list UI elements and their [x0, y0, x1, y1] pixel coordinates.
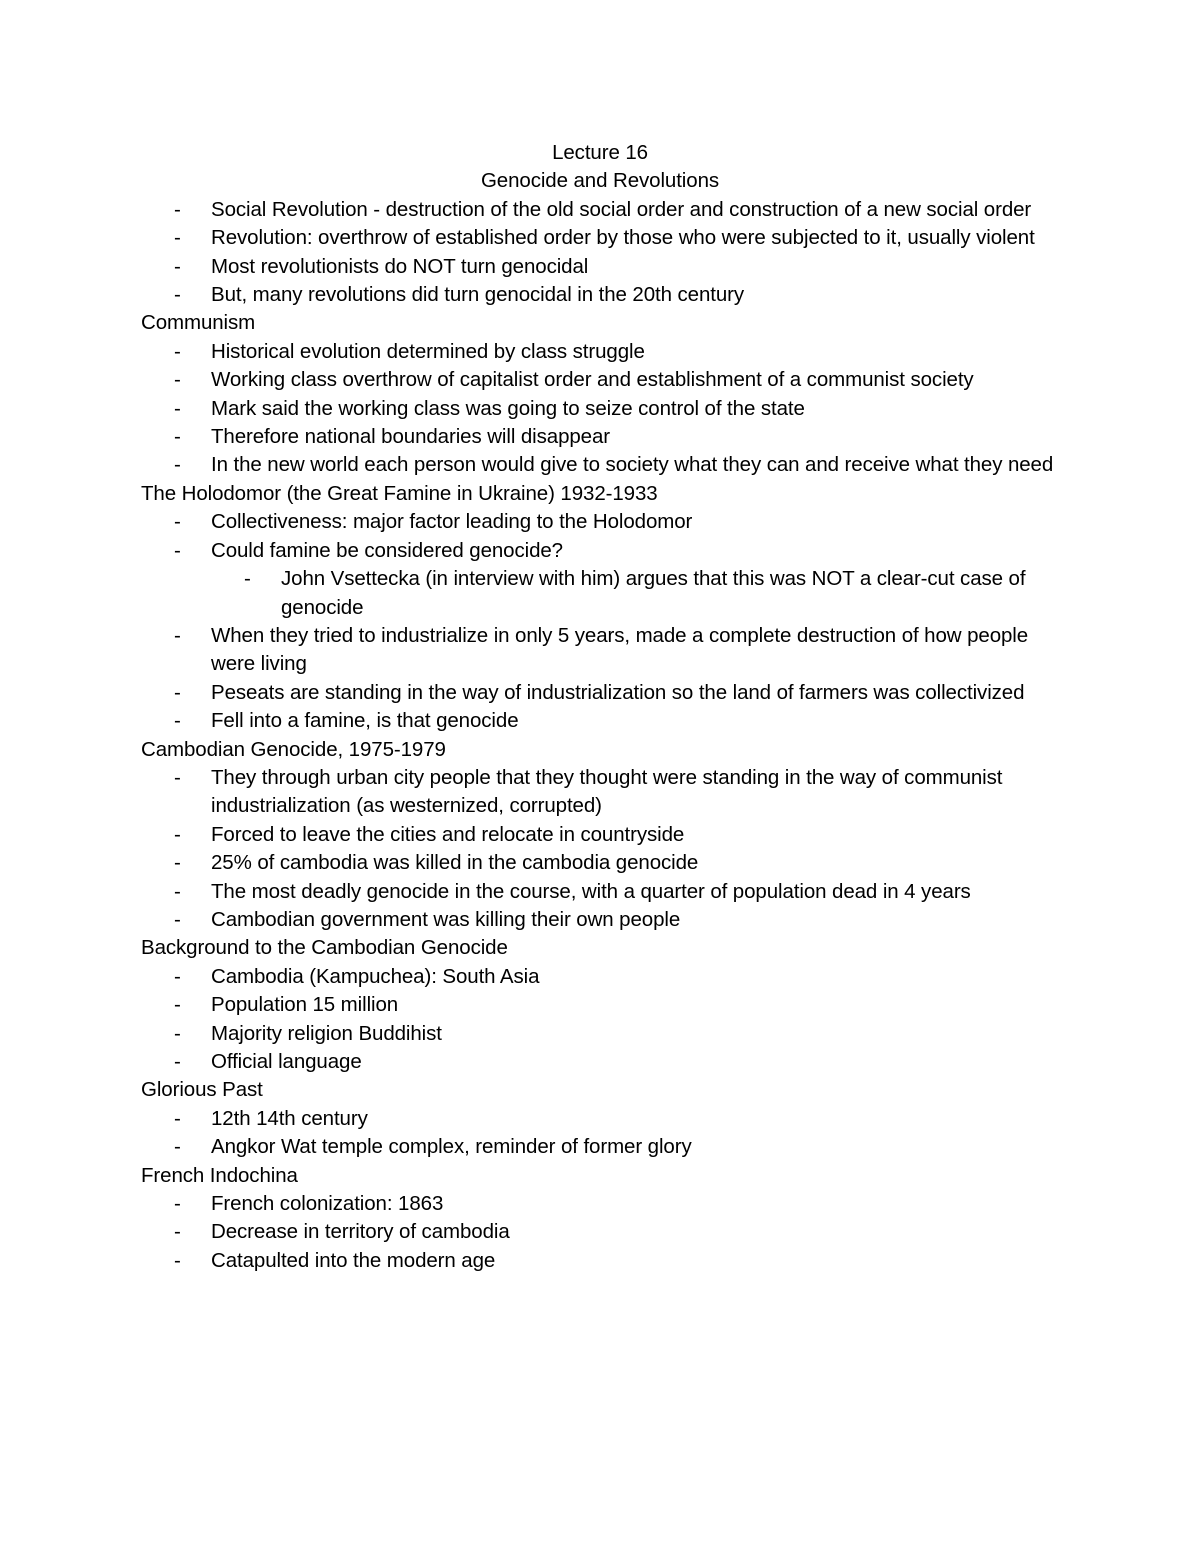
- bullet-dash: -: [174, 1220, 181, 1244]
- bullet-dash: -: [244, 567, 251, 591]
- bullet-dash: -: [174, 396, 181, 420]
- bullet-dash: -: [174, 907, 181, 931]
- bullet-text: Catapulted into the modern age: [211, 1248, 496, 1272]
- bullet-item: [141, 679, 1071, 707]
- section-bullet-list: [141, 963, 1071, 1077]
- bullet-item: [141, 395, 1071, 423]
- bullet-item: [141, 764, 1071, 821]
- document-title: Lecture 16: [552, 141, 648, 164]
- bullet-dash: -: [174, 765, 181, 789]
- bullet-item: [141, 366, 1071, 394]
- bullet-dash: -: [174, 368, 181, 392]
- bullet-dash: -: [174, 226, 181, 250]
- section-bullet-list: [141, 1105, 1071, 1162]
- bullet-text: Historical evolution determined by class struggle: [211, 339, 645, 363]
- bullet-item: [141, 1048, 1071, 1076]
- bullet-text: Social Revolution - destruction of the old social order and construction of a new social order: [211, 197, 1032, 221]
- sub-bullet-item: [211, 565, 1071, 622]
- bullet-text: The most deadly genocide in the course, with a quarter of population dead in 4 years: [211, 879, 971, 903]
- bullet-item: [141, 1247, 1071, 1275]
- bullet-dash: -: [174, 339, 181, 363]
- section-heading: Communism: [141, 311, 256, 335]
- bullet-text: Most revolutionists do NOT turn genocidal: [211, 254, 589, 278]
- bullet-text: Fell into a famine, is that genocide: [211, 709, 519, 733]
- document-subtitle: Genocide and Revolutions: [480, 169, 720, 193]
- section-heading: French Indochina: [141, 1163, 298, 1187]
- bullet-dash: -: [174, 1192, 181, 1216]
- section-bullet-list: [141, 338, 1071, 480]
- bullet-item: [141, 451, 1071, 479]
- bullet-dash: -: [174, 283, 181, 307]
- section-heading: Cambodian Genocide, 1975-1979: [141, 737, 446, 761]
- bullet-item: [141, 1105, 1071, 1133]
- bullet-item: [141, 196, 1071, 224]
- bullet-text: Could famine be considered genocide?: [211, 538, 563, 562]
- bullet-text: Working class overthrow of capitalist order and establishment of a communist society: [211, 368, 974, 392]
- bullet-dash: -: [174, 1106, 181, 1130]
- bullet-dash: -: [174, 1248, 181, 1272]
- sub-bullet-list: [211, 565, 1071, 622]
- bullet-text: Cambodian government was killing their own people: [211, 907, 681, 931]
- bullet-text: Decrease in territory of cambodia: [211, 1220, 510, 1244]
- bullet-text: In the new world each person would give to society what they can and receive what they need: [211, 453, 1054, 477]
- bullet-item: [141, 878, 1071, 906]
- bullet-text: When they tried to industrialize in only 5 years, made a complete destruction of how people were living: [211, 623, 1029, 676]
- section-heading: Glorious Past: [141, 1078, 263, 1102]
- bullet-dash: -: [174, 538, 181, 562]
- bullet-text: Collectiveness: major factor leading to the Holodomor: [211, 510, 693, 534]
- bullet-item: [141, 224, 1071, 252]
- bullet-text: Cambodia (Kampuchea): South Asia: [211, 964, 540, 988]
- bullet-dash: -: [174, 879, 181, 903]
- bullet-item: [141, 423, 1071, 451]
- bullet-item: [141, 508, 1071, 536]
- bullet-dash: -: [174, 993, 181, 1017]
- section-bullet-list: [141, 764, 1071, 934]
- section-bullet-list: [141, 1190, 1071, 1275]
- bullet-dash: -: [174, 510, 181, 534]
- bullet-text: They through urban city people that they thought were standing in the way of communist industrialization (as westernized, corrupted): [211, 765, 1003, 818]
- bullet-item: [141, 253, 1071, 281]
- bullet-text: French colonization: 1863: [211, 1192, 444, 1216]
- bullet-dash: -: [174, 1050, 181, 1073]
- bullet-item: [141, 1190, 1071, 1218]
- bullet-text: Population 15 million: [211, 993, 399, 1017]
- bullet-item: [141, 1133, 1071, 1161]
- bullet-dash: -: [174, 425, 181, 449]
- bullet-dash: -: [174, 197, 181, 221]
- bullet-item: [141, 622, 1071, 679]
- bullet-item: [141, 991, 1071, 1019]
- bullet-item: [141, 1020, 1071, 1048]
- section-bullet-list: [141, 508, 1071, 735]
- bullet-item: [141, 707, 1071, 735]
- bullet-text: Mark said the working class was going to seize control of the state: [211, 396, 805, 420]
- bullet-text: Majority religion Buddihist: [211, 1021, 442, 1045]
- bullet-text: Peseats are standing in the way of industrialization so the land of farmers was collectivized: [211, 680, 1025, 704]
- bullet-dash: -: [174, 1135, 181, 1159]
- bullet-text: But, many revolutions did turn genocidal in the 20th century: [211, 283, 745, 307]
- bullet-dash: -: [174, 964, 181, 988]
- bullet-dash: -: [174, 1021, 181, 1045]
- sections-container: [141, 309, 1071, 1275]
- bullet-text: Therefore national boundaries will disappear: [211, 425, 611, 449]
- bullet-dash: -: [174, 254, 181, 278]
- bullet-text: 12th 14th century: [211, 1106, 368, 1130]
- sub-bullet-text: John Vsettecka (in interview with him) argues that this was NOT a clear-cut case of genocide: [281, 567, 1026, 619]
- bullet-text: Official language: [211, 1050, 362, 1073]
- bullet-item: [141, 906, 1071, 934]
- bullet-item: [141, 821, 1071, 849]
- bullet-item: [141, 281, 1071, 309]
- bullet-dash: -: [174, 680, 181, 704]
- bullet-dash: -: [174, 822, 181, 846]
- bullet-text: 25% of cambodia was killed in the cambodia genocide: [211, 851, 699, 875]
- bullet-text: Revolution: overthrow of established order by those who were subjected to it, usually violent: [211, 226, 1035, 250]
- bullet-item: [141, 537, 1071, 622]
- bullet-text: Angkor Wat temple complex, reminder of former glory: [211, 1135, 692, 1159]
- bullet-item: [141, 849, 1071, 877]
- document-body: [141, 139, 1071, 1275]
- bullet-text: Forced to leave the cities and relocate in countryside: [211, 822, 685, 846]
- section-heading: The Holodomor (the Great Famine in Ukraine) 1932-1933: [141, 481, 658, 505]
- section-heading: Background to the Cambodian Genocide: [141, 936, 508, 960]
- bullet-dash: -: [174, 851, 181, 875]
- bullet-item: [141, 338, 1071, 366]
- bullet-dash: -: [174, 709, 181, 733]
- bullet-item: [141, 1218, 1071, 1246]
- bullet-dash: -: [174, 453, 181, 477]
- intro-bullet-list: [141, 196, 1071, 310]
- bullet-item: [141, 963, 1071, 991]
- bullet-dash: -: [174, 623, 181, 647]
